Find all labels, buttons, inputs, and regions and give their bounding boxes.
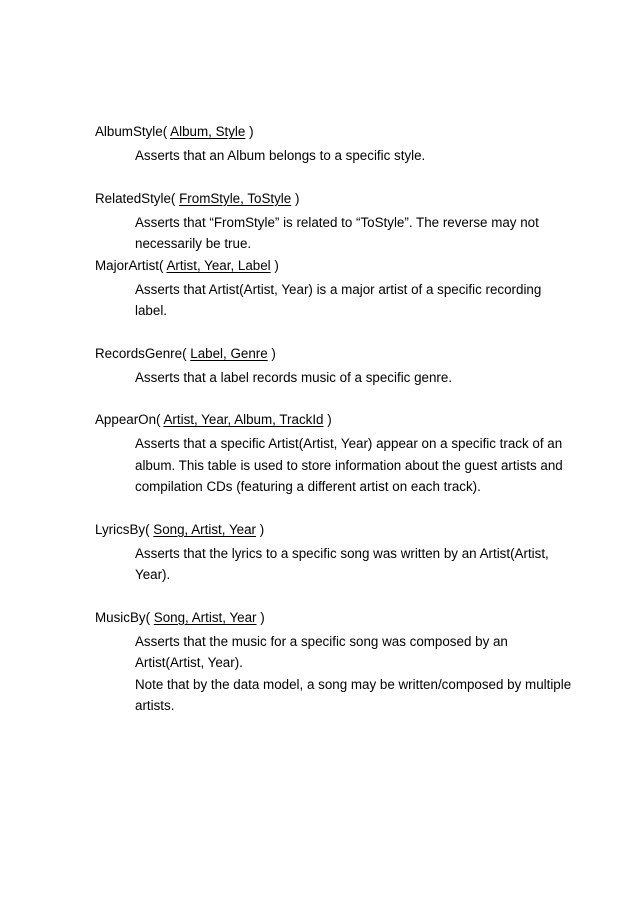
- description-line: Year).: [135, 567, 171, 582]
- relation-close: ): [291, 190, 300, 206]
- relation-signature: [95, 607, 595, 629]
- relation-description: [135, 145, 595, 167]
- entry-spacer: [95, 498, 595, 519]
- relation-definitions: [95, 121, 595, 717]
- relation-key-attributes: FromStyle, ToStyle: [179, 190, 292, 206]
- relation-name: MusicBy(: [95, 609, 154, 625]
- relation-name: AppearOn(: [95, 412, 164, 427]
- relation-key-attributes: Label, Genre: [190, 345, 268, 361]
- relation-signature: [95, 188, 595, 210]
- relation-signature: [95, 343, 595, 365]
- description-line: Artist(Artist, Year).: [135, 655, 243, 670]
- relation-close: ): [323, 412, 332, 427]
- description-line: Asserts that a specific Artist(Artist, Year) appear on a specific track of an: [135, 436, 563, 451]
- relation-entry-major-artist: [95, 255, 595, 322]
- relation-close: ): [267, 345, 276, 361]
- relation-entry-records-genre: [95, 343, 595, 389]
- description-line: label.: [135, 303, 168, 318]
- relation-signature: [95, 519, 595, 541]
- description-line: Asserts that an Album belongs to a specific style.: [135, 148, 426, 163]
- relation-key-attributes: Album, Style: [170, 124, 246, 139]
- relation-signature: [95, 121, 595, 143]
- relation-description: [135, 433, 595, 498]
- entry-spacer: [95, 167, 595, 188]
- description-line: necessarily be true.: [135, 236, 252, 251]
- relation-description: [135, 543, 595, 586]
- relation-description: [135, 212, 595, 255]
- description-line: Asserts that the lyrics to a specific song was written by an Artist(Artist,: [135, 545, 549, 561]
- relation-description: [135, 631, 595, 717]
- relation-entry-music-by: [95, 607, 595, 717]
- entry-spacer: [95, 586, 595, 607]
- relation-entry-related-style: [95, 188, 595, 255]
- relation-description: [135, 367, 595, 389]
- relation-key-attributes: Artist, Year, Album, TrackId: [163, 412, 324, 427]
- entry-spacer: [95, 322, 595, 343]
- relation-signature: [95, 255, 595, 277]
- relation-entry-appear-on: [95, 409, 595, 498]
- relation-close: ): [256, 609, 265, 625]
- entry-spacer: [95, 388, 595, 409]
- relation-key-attributes: Song, Artist, Year: [153, 521, 257, 537]
- description-line: album. This table is used to store information about the guest artists and: [135, 457, 563, 473]
- description-line: artists.: [135, 698, 175, 713]
- description-line: Asserts that “FromStyle” is related to “ToStyle”. The reverse may not: [135, 214, 539, 230]
- relation-name: AlbumStyle(: [95, 124, 171, 139]
- relation-name: RecordsGenre(: [95, 345, 191, 361]
- relation-description: [135, 279, 595, 322]
- relation-entry-lyrics-by: [95, 519, 595, 586]
- relation-close: ): [270, 257, 279, 273]
- relation-name: RelatedStyle(: [95, 190, 180, 206]
- relation-entry-album-style: [95, 121, 595, 167]
- description-line: Asserts that the music for a specific song was composed by an: [135, 633, 508, 649]
- relation-signature: [95, 409, 595, 431]
- relation-close: ): [256, 521, 265, 537]
- description-line: compilation CDs (featuring a different artist on each track).: [135, 479, 481, 494]
- description-line: Asserts that a label records music of a specific genre.: [135, 369, 453, 385]
- relation-name: LyricsBy(: [95, 521, 154, 537]
- relation-name: MajorArtist(: [95, 257, 167, 273]
- relation-close: ): [245, 124, 254, 139]
- relation-key-attributes: Artist, Year, Label: [166, 257, 271, 273]
- relation-key-attributes: Song, Artist, Year: [153, 609, 257, 625]
- description-line: Asserts that Artist(Artist, Year) is a major artist of a specific recording: [135, 281, 542, 297]
- description-line: Note that by the data model, a song may be written/composed by multiple: [135, 676, 572, 692]
